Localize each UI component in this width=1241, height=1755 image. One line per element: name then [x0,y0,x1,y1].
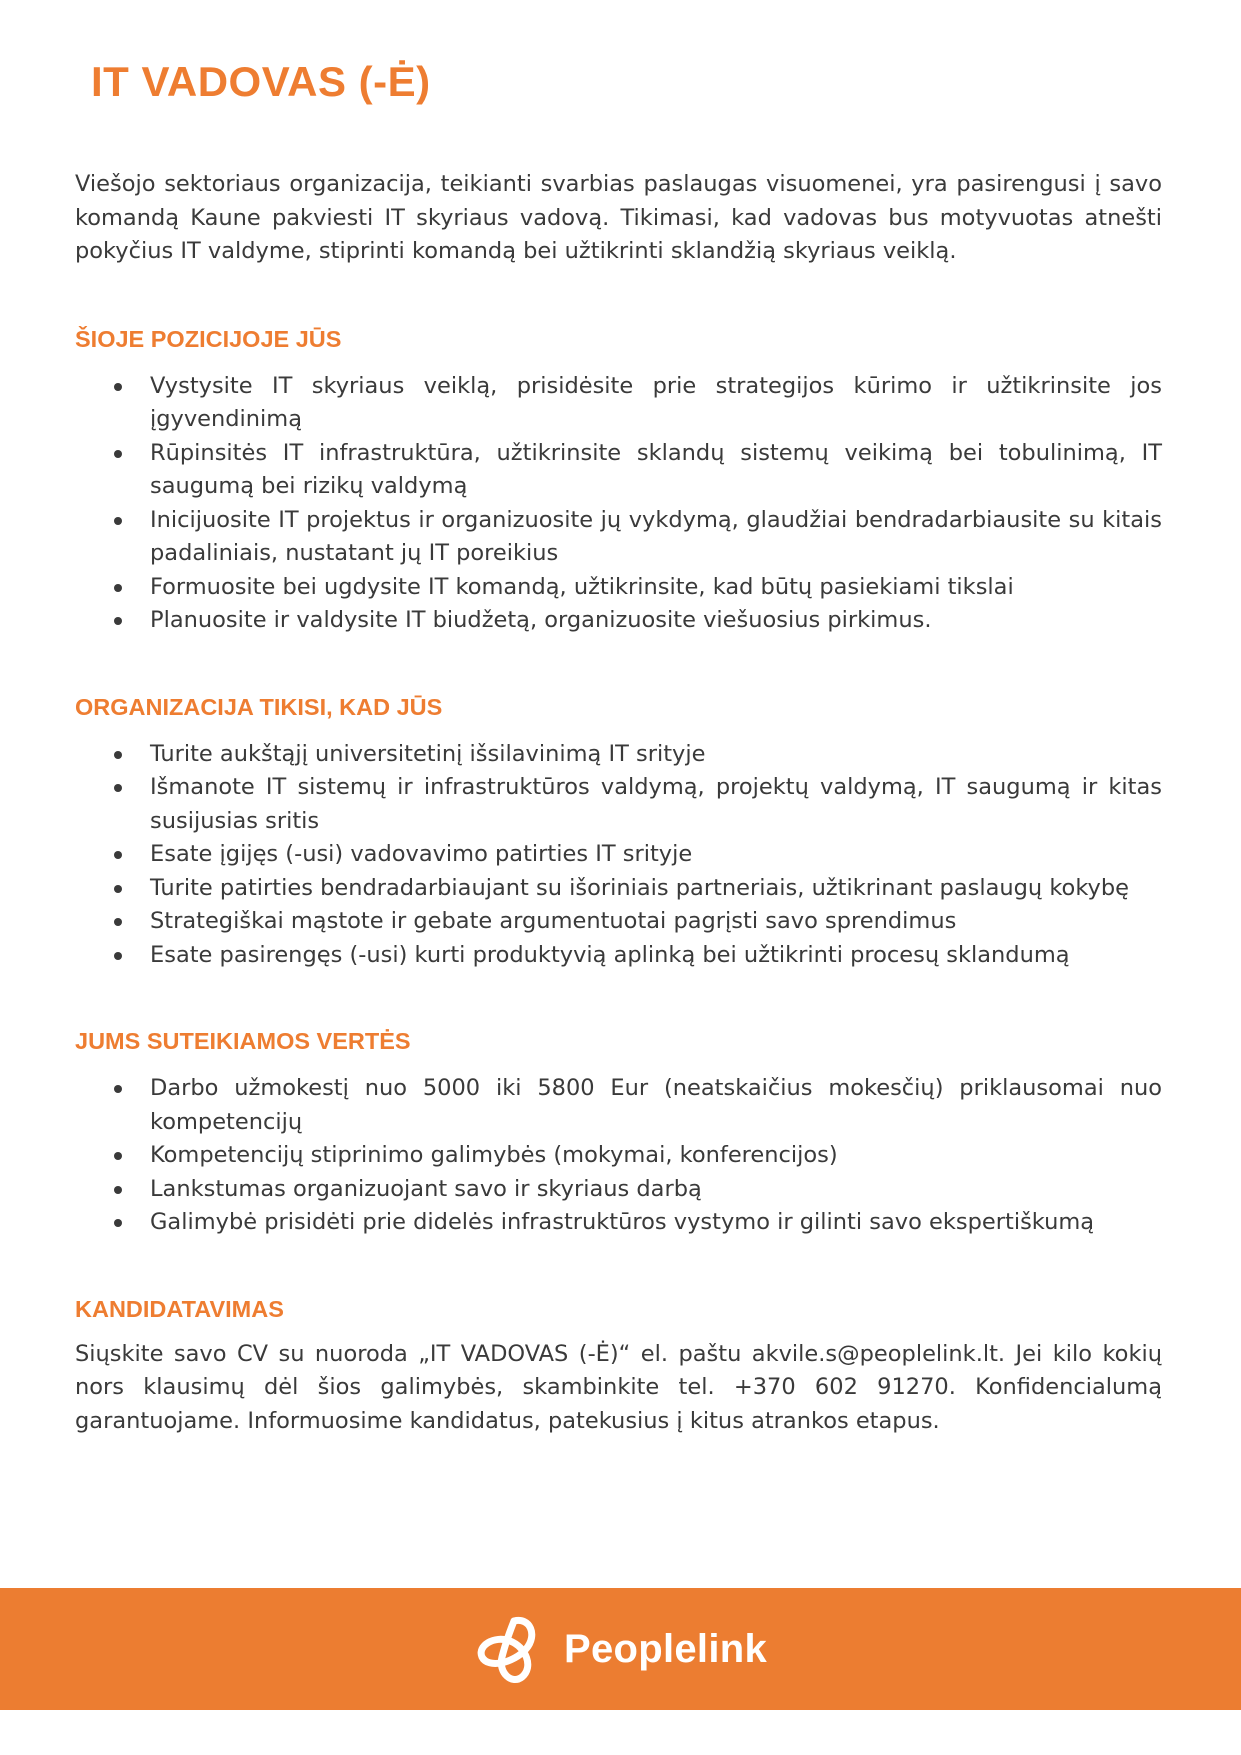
section-heading: KANDIDATAVIMAS [75,1295,284,1322]
peoplelink-logo[interactable] [474,1613,767,1685]
section-benefits [75,1026,1162,1240]
list-item: Galimybė prisidėti prie didelės infrastruktūros vystymo ir gilinti savo ekspertiškumą [75,1206,1162,1240]
list-item: Inicijuosite IT projektus ir organizuosite jų vykdymą, glaudžiai bendradarbiausite su kitais padaliniais, nustatant jų IT poreikius [75,504,1162,571]
list-item: Rūpinsitės IT infrastruktūra, užtikrinsite sklandų sistemų veikimą bei tobulinimą, IT saugumą bei rizikų valdymą [75,437,1162,504]
list-item: Esate pasirengęs (-usi) kurti produktyvią aplinką bei užtikrinti procesų sklandumą [75,939,1162,973]
intro-paragraph: Viešojo sektoriaus organizacija, teikianti svarbias paslaugas visuomenei, yra pasirengusi į savo komandą Kaune pakviesti IT skyriaus vadovą. Tikimasi, kad vadovas bus motyvuotas atnešti pokyčius IT valdyme, stiprinti komandą bei užtikrinti sklandžią skyriaus veiklą. [75,171,1162,264]
footer-banner [0,1588,1241,1710]
list-item: Strategiškai mąstote ir gebate argumentuotai pagrįsti savo sprendimus [75,905,1162,939]
list-item: Turite patirties bendradarbiaujant su išoriniais partneriais, užtikrinant paslaugų kokybę [75,872,1162,906]
list-item: Turite aukštąjį universitetinį išsilavinimą IT srityje [75,738,1162,772]
list-item: Vystysite IT skyriaus veiklą, prisidėsite prie strategijos kūrimo ir užtikrinsite jos įgyvendinimą [75,370,1162,437]
benefits-list [75,1072,1162,1240]
job-ad-body [75,168,1162,1438]
application-text: Siųskite savo CV su nuoroda „IT VADOVAS (-Ė)“ el. paštu akvile.s@peoplelink.lt. Jei kilo kokių nors klausimų dėl šios galimybės, skambinkite tel. +370 602 91270. Konfidencialumą garantuojame. Informuosime kandidatus, patekusius į kitus atrankos etapus. [75,1340,1162,1434]
section-heading: JUMS SUTEIKIAMOS VERTĖS [75,1028,411,1054]
list-item: Esate įgijęs (-usi) vadovavimo patirties IT srityje [75,838,1162,872]
section-application [75,1294,1162,1439]
section-heading: ORGANIZACIJA TIKISI, KAD JŪS [75,693,443,720]
page-title: IT VADOVAS (-Ė) [91,58,431,105]
peoplelink-knot-icon [474,1613,544,1685]
list-item: Išmanote IT sistemų ir infrastruktūros valdymą, projektų valdymą, IT saugumą ir kitas susijusias sritis [75,771,1162,838]
list-item: Formuosite bei ugdysite IT komandą, užtikrinsite, kad būtų pasiekiami tikslai [75,571,1162,605]
list-item: Lankstumas organizuojant savo ir skyriaus darbą [75,1173,1162,1207]
list-item: Darbo užmokestį nuo 5000 iki 5800 Eur (neatskaičius mokesčių) priklausomai nuo kompetencijų [75,1072,1162,1139]
section-responsibilities [75,324,1162,638]
requirements-list [75,738,1162,973]
brand-name: Peoplelink [563,1626,768,1671]
section-heading: ŠIOJE POZICIJOJE JŪS [75,325,342,352]
responsibilities-list [75,370,1162,638]
section-requirements [75,692,1162,973]
list-item: Kompetencijų stiprinimo galimybės (mokymai, konferencijos) [75,1139,1162,1173]
list-item: Planuosite ir valdysite IT biudžetą, organizuosite viešuosius pirkimus. [75,604,1162,638]
